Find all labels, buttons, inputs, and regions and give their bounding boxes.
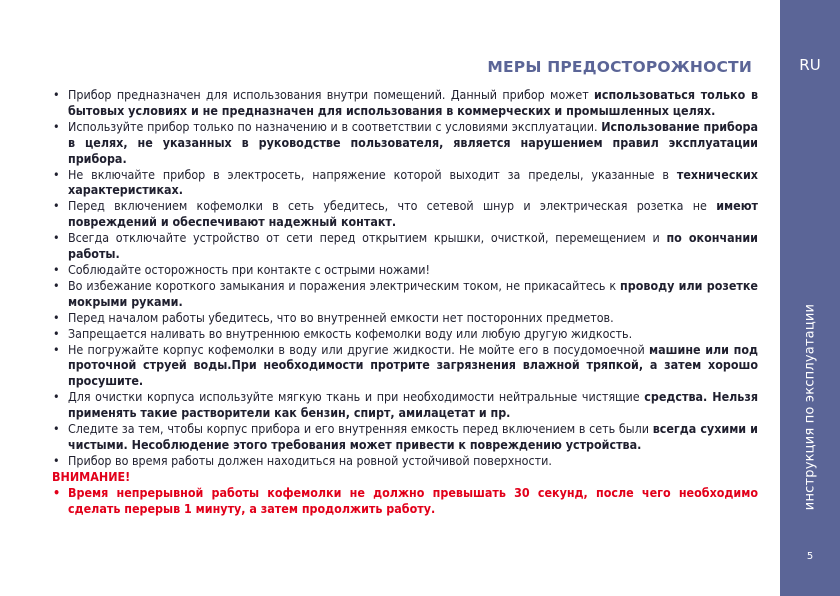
item-text: Следите за тем, чтобы корпус прибора и его внутренняя емкость перед включением в сеть были (68, 421, 653, 437)
vertical-caption-box (780, 292, 840, 522)
item-text: Во избежание короткого замыкания и поражения электрическим током, не прикасайтесь к (68, 277, 621, 293)
item-text-bold: средства. Нельзя применять такие растворители как бензин, спирт, амилацетат и пр. (68, 389, 758, 421)
item-text-bold: по окончании работы. (68, 230, 758, 262)
bullet: • (53, 325, 60, 341)
item-text: Прибор во время работы должен находиться на ровной устойчивой поверхности. (68, 452, 552, 468)
item-text: Для очистки корпуса используйте мягкую ткань и при необходимости нейтральные чистящие (68, 389, 645, 405)
bullet: • (53, 309, 60, 325)
warning-heading: ВНИМАНИЕ! (52, 468, 131, 484)
list-item (52, 167, 758, 199)
list-item (52, 230, 758, 262)
bullet: • (53, 261, 60, 277)
bullet: • (53, 198, 60, 214)
item-text: Запрещается наливать во внутреннюю емкость кофемолки воду или любую другую жидкость. (68, 325, 633, 341)
list-item (52, 278, 758, 310)
list-item (52, 421, 758, 453)
item-text: Соблюдайте осторожность при контакте с острыми ножами! (68, 261, 430, 277)
item-text: Перед включением кофемолки в сеть убедитесь, что сетевой шнур и электрическая розетка не (68, 198, 717, 214)
page-number: 5 (806, 551, 814, 562)
bullet: • (53, 277, 60, 293)
list-item (52, 262, 758, 278)
list-item (52, 119, 758, 167)
list-item (52, 87, 758, 119)
language-label: RU (799, 56, 821, 74)
vertical-caption: инструкция по эксплуатации (802, 303, 818, 511)
bullet: • (53, 421, 60, 437)
item-text-bold: Использование прибора в целях, не указанных в руководстве пользователя, является нарушением правил эксплуатации прибора. (68, 118, 758, 166)
item-text-bold: всегда сухими и чистыми. Несоблюдение этого требования может привести к повреждению устройства. (68, 421, 758, 452)
item-text: Не включайте прибор в электросеть, напряжение которой выходит за пределы, указанные в (68, 166, 677, 182)
list-item (52, 326, 758, 342)
bullet: • (53, 230, 60, 246)
bullet: • (53, 118, 60, 134)
sidebar (780, 0, 840, 596)
bullet: • (53, 166, 60, 182)
list-item (52, 198, 758, 230)
item-text-bold: машине или под проточной струей воды.При необходимости протрите загрязнения влажной тряпкой, а затем хорошо просушите. (68, 341, 758, 389)
item-text: Всегда отключайте устройство от сети перед открытием крышки, очисткой, перемещением и (68, 230, 667, 246)
list-item (52, 389, 758, 421)
warning-item (52, 485, 758, 517)
item-text-bold: имеют повреждений и обеспечивают надежный контакт. (68, 198, 758, 230)
item-text-bold: использоваться только в бытовых условиях и не предназначен для использования в коммерческих и промышленных целях. (68, 87, 759, 118)
item-text: Прибор предназначен для использования внутри помещений. Данный прибор может (68, 87, 595, 102)
warning-text: Время непрерывной работы кофемолки не должно превышать 30 секунд, после чего необходимо сделать перерыв 1 минуту, а затем продолжить работу. (68, 484, 758, 516)
list-item (52, 453, 758, 469)
item-text: Не погружайте корпус кофемолки в воду или другие жидкости. Не мойте его в посудомоечной (68, 341, 650, 357)
bullet: • (53, 341, 60, 357)
item-text: Используйте прибор только по назначению и в соответствии с условиями эксплуатации. (68, 118, 602, 134)
bullet: • (53, 484, 61, 500)
item-text-bold: проводу или розетке мокрыми руками. (68, 277, 758, 309)
bullet: • (53, 452, 60, 468)
precautions-list (52, 87, 758, 516)
section-title: МЕРЫ ПРЕДОСТОРОЖНОСТИ (487, 58, 752, 76)
list-item (52, 310, 758, 326)
bullet: • (53, 389, 60, 405)
item-text-bold: технических характеристиках. (68, 166, 758, 198)
list-item (52, 342, 758, 390)
bullet: • (53, 87, 60, 102)
item-text: Перед началом работы убедитесь, что во внутренней емкости нет посторонних предметов. (68, 309, 614, 325)
